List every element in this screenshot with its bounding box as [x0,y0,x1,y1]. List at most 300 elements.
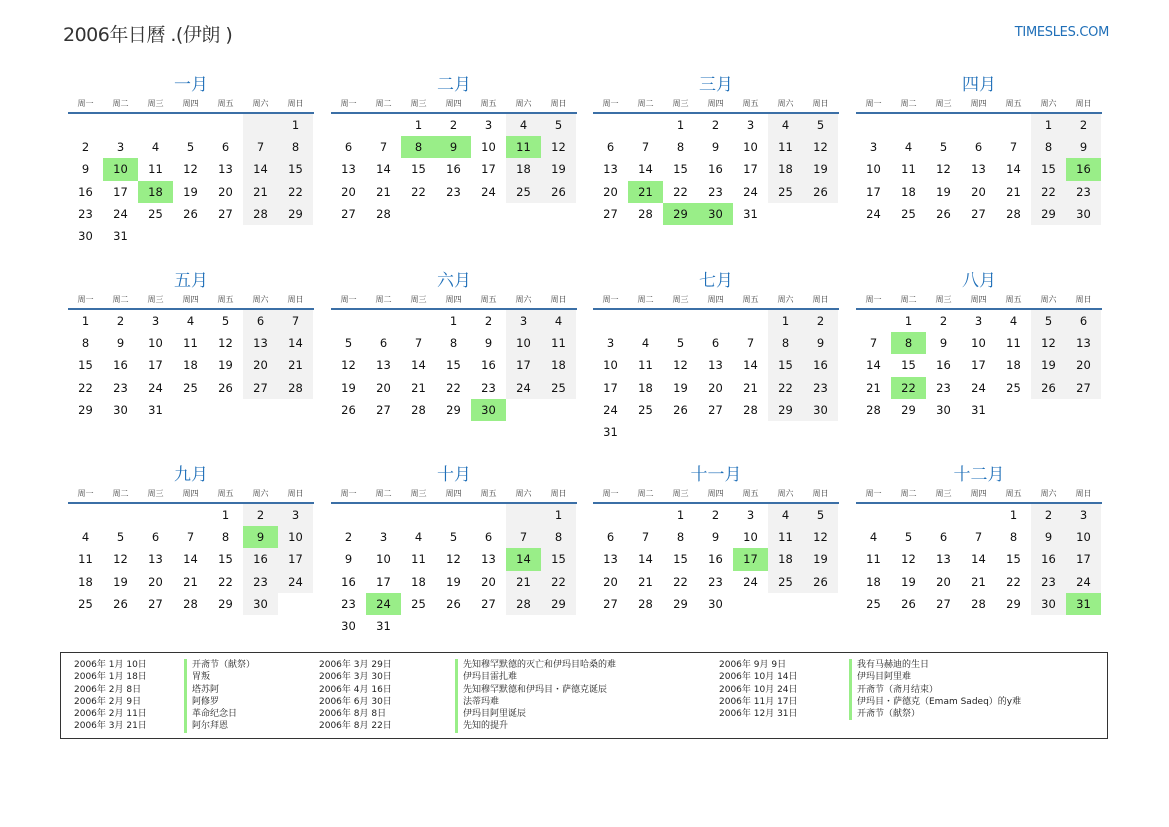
day-cell: 28 [506,593,541,615]
weekday-header [68,293,314,307]
empty-cell [628,310,663,332]
weekday-label: 周二 [637,295,654,304]
empty-cell [506,504,541,526]
day-cell: 23 [113,380,128,395]
day-cell: 16 [446,162,461,177]
day-cell: 31 [376,618,391,633]
day-cell: 10 [481,140,496,155]
day-cell: 14 [638,162,653,177]
holiday-name: 伊玛目阿里难 [849,671,911,683]
day-cell: 19 [341,380,356,395]
day-cell: 28 [278,377,313,399]
day-cell: 23 [708,184,723,199]
month-name: 四月 [962,75,996,95]
day-cell: 26 [901,596,916,611]
day-cell: 30 [341,618,356,633]
day-cell: 9 [803,332,838,354]
weekday-label: 周四 [182,295,199,304]
weekday-label: 周二 [637,99,654,108]
day-cell: 16 [803,354,838,376]
day-cell: 27 [936,596,951,611]
holiday-date: 2006年 2月 9日 [74,696,142,707]
holiday-name: 开斋节（斋月结束） [849,684,938,696]
day-cell: 19 [183,184,198,199]
day-cell: 1 [414,118,423,132]
day-cell: 22 [673,574,688,589]
holiday-name: 开斋节（献祭） [849,708,920,720]
weekday-label: 周三 [935,99,952,108]
day-cell: 5 [221,314,230,328]
holiday-name: 阿尔拜恩 [184,720,228,732]
day-cell: 23 [243,571,278,593]
day-cell: 6 [484,530,493,545]
holiday-date: 2006年 2月 11日 [74,709,147,720]
day-cell: 12 [113,552,128,567]
day-grid [68,310,314,421]
weekday-label: 周六 [515,489,532,498]
day-cell: 29 [446,402,461,417]
holiday-date: 2006年 6月 30日 [319,696,392,707]
day-cell: 25 [768,571,803,593]
holiday-day-cell: 14 [506,548,541,570]
day-cell: 12 [541,136,576,158]
day-cell: 14 [243,158,278,180]
empty-cell [278,399,313,421]
weekday-label: 周六 [1040,489,1057,498]
weekday-label: 周四 [445,99,462,108]
weekday-label: 周五 [217,295,234,304]
weekday-label: 周六 [777,489,794,498]
holiday-date: 2006年 8月 22日 [319,721,392,732]
day-cell: 24 [866,206,881,221]
day-cell: 1 [904,314,913,328]
day-cell: 17 [278,548,313,570]
day-cell: 26 [446,596,461,611]
month-name: 三月 [699,75,733,95]
day-cell: 5 [541,114,576,136]
day-cell: 27 [1066,377,1101,399]
day-cell: 24 [603,402,618,417]
day-cell: 29 [673,596,688,611]
day-cell: 29 [768,399,803,421]
day-cell: 9 [344,552,353,567]
holiday-date: 2006年 10月 24日 [719,684,798,695]
day-cell: 13 [243,332,278,354]
holiday-row [74,684,255,696]
empty-cell [856,504,891,526]
day-cell: 13 [603,162,618,177]
day-cell: 2 [116,314,125,328]
day-cell: 13 [481,552,496,567]
day-cell: 6 [606,140,615,155]
holiday-date: 2006年 2月 8日 [74,684,142,695]
day-cell: 4 [1009,314,1018,328]
day-cell: 10 [743,140,758,155]
day-cell: 11 [541,332,576,354]
month-name: 十二月 [953,465,1005,485]
day-cell: 8 [1031,136,1066,158]
day-cell: 25 [1006,380,1021,395]
day-cell: 26 [803,571,838,593]
day-cell: 30 [803,399,838,421]
day-cell: 28 [243,203,278,225]
day-cell: 23 [803,377,838,399]
empty-cell [628,421,663,443]
day-cell: 12 [218,336,233,351]
empty-cell [173,504,208,526]
day-cell: 15 [1006,552,1021,567]
empty-cell [278,593,313,615]
holiday-name: 先知穆罕默德和伊玛目・萨德克诞辰 [455,684,607,696]
day-cell: 5 [344,336,353,351]
day-cell: 8 [221,530,230,545]
weekday-label: 周六 [777,99,794,108]
holiday-day-cell: 30 [471,399,506,421]
day-cell: 13 [218,162,233,177]
holiday-date: 2006年 3月 21日 [74,721,147,732]
month-name: 六月 [437,271,471,291]
day-cell: 1 [676,508,685,522]
day-cell: 8 [449,336,458,351]
empty-cell [436,203,471,225]
weekday-label: 周一 [602,99,619,108]
empty-cell [331,310,366,332]
empty-cell [401,615,436,637]
empty-cell [138,504,173,526]
day-cell: 20 [708,380,723,395]
day-cell: 22 [673,184,688,199]
empty-cell [593,310,628,332]
weekday-header [331,97,577,111]
day-cell: 15 [1031,158,1066,180]
holiday-day-cell: 24 [366,593,401,615]
day-cell: 3 [484,118,493,132]
day-cell: 11 [638,358,653,373]
day-cell: 10 [278,526,313,548]
day-cell: 7 [379,140,388,155]
day-cell: 28 [638,596,653,611]
day-cell: 4 [641,336,650,351]
empty-cell [331,504,366,526]
month-6 [331,270,577,421]
holiday-row [74,708,255,720]
day-cell: 15 [411,162,426,177]
weekday-label: 周六 [777,295,794,304]
day-cell: 2 [711,508,720,522]
day-cell: 24 [481,184,496,199]
day-cell: 12 [446,552,461,567]
day-cell: 11 [148,162,163,177]
holiday-name: 法蒂玛难 [455,696,499,708]
day-cell: 4 [186,314,195,328]
day-cell: 5 [803,114,838,136]
weekday-label: 周五 [1005,99,1022,108]
day-cell: 2 [449,118,458,132]
day-cell: 12 [183,162,198,177]
day-cell: 3 [746,508,755,522]
day-cell: 24 [148,380,163,395]
day-cell: 20 [971,184,986,199]
day-cell: 9 [711,140,720,155]
holiday-row [319,696,616,708]
day-cell: 26 [1031,377,1066,399]
day-cell: 11 [901,162,916,177]
day-cell: 15 [78,358,93,373]
holiday-row [319,671,616,683]
holiday-day-cell: 18 [138,181,173,203]
weekday-label: 周三 [410,99,427,108]
day-cell: 3 [278,504,313,526]
day-cell: 8 [676,530,685,545]
weekday-label: 周六 [252,295,269,304]
weekday-label: 周六 [252,99,269,108]
holiday-day-cell: 22 [891,377,926,399]
day-cell: 16 [341,574,356,589]
holiday-date: 2006年 1月 18日 [74,672,147,683]
day-cell: 31 [971,402,986,417]
day-cell: 11 [411,552,426,567]
day-cell: 17 [1066,548,1101,570]
day-cell: 19 [218,358,233,373]
day-cell: 6 [221,140,230,155]
month-4 [856,74,1102,225]
holiday-day-cell: 21 [628,181,663,203]
weekday-label: 周一 [865,99,882,108]
day-cell: 26 [541,181,576,203]
empty-cell [733,310,768,332]
empty-cell [173,114,208,136]
day-cell: 26 [803,181,838,203]
day-cell: 1 [81,314,90,328]
day-cell: 3 [869,140,878,155]
day-cell: 19 [541,158,576,180]
day-grid [331,114,577,225]
day-cell: 1 [1009,508,1018,522]
day-cell: 21 [243,181,278,203]
day-cell: 25 [183,380,198,395]
empty-cell [173,399,208,421]
day-cell: 22 [278,181,313,203]
day-cell: 4 [506,114,541,136]
empty-cell [733,421,768,443]
empty-cell [436,504,471,526]
day-cell: 5 [803,504,838,526]
day-cell: 23 [341,596,356,611]
empty-cell [803,203,838,225]
holiday-row [719,671,1021,683]
day-cell: 18 [506,158,541,180]
day-cell: 15 [218,552,233,567]
holiday-date: 2006年 10月 14日 [719,672,798,683]
empty-cell [996,114,1031,136]
day-cell: 3 [379,530,388,545]
day-cell: 27 [341,206,356,221]
empty-cell [243,399,278,421]
empty-cell [471,615,506,637]
weekday-header [856,97,1102,111]
day-cell: 4 [904,140,913,155]
month-name: 二月 [437,75,471,95]
holiday-date: 2006年 1月 10日 [74,660,147,670]
month-7 [593,270,839,443]
holiday-name: 先知的提升 [455,720,508,732]
weekday-label: 周一 [602,489,619,498]
weekday-label: 周二 [112,295,129,304]
day-cell: 21 [866,380,881,395]
day-cell: 7 [869,336,878,351]
weekday-label: 周六 [515,99,532,108]
day-cell: 20 [376,380,391,395]
empty-cell [541,399,576,421]
day-cell: 23 [708,574,723,589]
weekday-label: 周五 [1005,489,1022,498]
day-cell: 29 [541,593,576,615]
month-12 [856,464,1102,615]
holiday-name: 伊玛目・萨德克（Emam Sadeq）的y难 [849,696,1021,708]
weekday-header [68,97,314,111]
day-cell: 18 [78,574,93,589]
empty-cell [926,114,961,136]
day-cell: 27 [603,596,618,611]
day-cell: 6 [379,336,388,351]
day-cell: 25 [411,596,426,611]
empty-cell [68,114,103,136]
weekday-header [593,97,839,111]
day-cell: 22 [541,571,576,593]
empty-cell [663,310,698,332]
day-cell: 5 [186,140,195,155]
empty-cell [506,399,541,421]
day-cell: 13 [936,552,951,567]
day-cell: 3 [606,336,615,351]
holiday-row [74,659,255,671]
weekday-header [331,293,577,307]
empty-cell [471,203,506,225]
month-5 [68,270,314,421]
holiday-row [74,671,255,683]
holiday-day-cell: 29 [663,203,698,225]
day-cell: 20 [936,574,951,589]
day-cell: 15 [673,162,688,177]
day-cell: 12 [936,162,951,177]
day-cell: 22 [768,377,803,399]
day-cell: 23 [78,206,93,221]
weekday-label: 周五 [742,489,759,498]
weekday-label: 周一 [77,489,94,498]
day-cell: 19 [803,548,838,570]
empty-cell [68,504,103,526]
day-cell: 24 [506,377,541,399]
day-cell: 20 [148,574,163,589]
day-cell: 21 [506,571,541,593]
holiday-day-cell: 17 [733,548,768,570]
day-cell: 2 [344,530,353,545]
day-cell: 4 [768,504,803,526]
day-cell: 28 [1006,206,1021,221]
holiday-row [719,684,1021,696]
holiday-date: 2006年 9月 9日 [719,660,787,670]
weekday-label: 周二 [112,99,129,108]
holiday-row [319,659,616,671]
weekday-label: 周一 [602,295,619,304]
day-cell: 26 [341,402,356,417]
holiday-date: 2006年 12月 31日 [719,709,798,720]
day-cell: 3 [746,118,755,132]
empty-cell [208,114,243,136]
day-cell: 1 [541,504,576,526]
day-cell: 11 [768,136,803,158]
month-2 [331,74,577,225]
empty-cell [278,225,313,247]
day-cell: 2 [803,310,838,332]
day-cell: 14 [638,552,653,567]
weekday-label: 周四 [970,489,987,498]
day-cell: 21 [411,380,426,395]
day-cell: 1 [676,118,685,132]
day-cell: 19 [936,184,951,199]
month-11 [593,464,839,615]
day-cell: 1 [449,314,458,328]
day-cell: 17 [113,184,128,199]
month-name: 十月 [437,465,471,485]
holiday-list [60,652,1108,739]
day-cell: 25 [78,596,93,611]
weekday-label: 周四 [707,489,724,498]
day-cell: 24 [113,206,128,221]
weekday-label: 周六 [1040,99,1057,108]
day-cell: 8 [768,332,803,354]
day-cell: 8 [81,336,90,351]
day-cell: 14 [1006,162,1021,177]
day-cell: 11 [1006,336,1021,351]
day-cell: 17 [743,162,758,177]
holiday-date: 2006年 3月 30日 [319,672,392,683]
day-cell: 20 [1066,354,1101,376]
holiday-row [719,696,1021,708]
day-cell: 14 [183,552,198,567]
holiday-date: 2006年 4月 16日 [319,684,392,695]
site-link[interactable]: TIMESLES.COM [1014,25,1109,40]
empty-cell [891,504,926,526]
day-cell: 12 [803,136,838,158]
day-cell: 28 [411,402,426,417]
holiday-row [319,708,616,720]
day-cell: 19 [803,158,838,180]
weekday-label: 周日 [1075,489,1092,498]
day-cell: 16 [113,358,128,373]
day-cell: 19 [446,574,461,589]
weekday-label: 周一 [77,99,94,108]
day-cell: 7 [506,526,541,548]
day-grid [856,504,1102,615]
day-cell: 17 [971,358,986,373]
day-cell: 9 [711,530,720,545]
day-cell: 5 [939,140,948,155]
day-grid [856,310,1102,421]
weekday-label: 周二 [900,295,917,304]
day-cell: 30 [936,402,951,417]
empty-cell [401,504,436,526]
day-cell: 25 [506,181,541,203]
weekday-label: 周日 [287,489,304,498]
day-cell: 24 [971,380,986,395]
month-10 [331,464,577,637]
day-cell: 24 [743,184,758,199]
empty-cell [768,593,803,615]
month-8 [856,270,1102,421]
day-cell: 27 [481,596,496,611]
empty-cell [541,203,576,225]
